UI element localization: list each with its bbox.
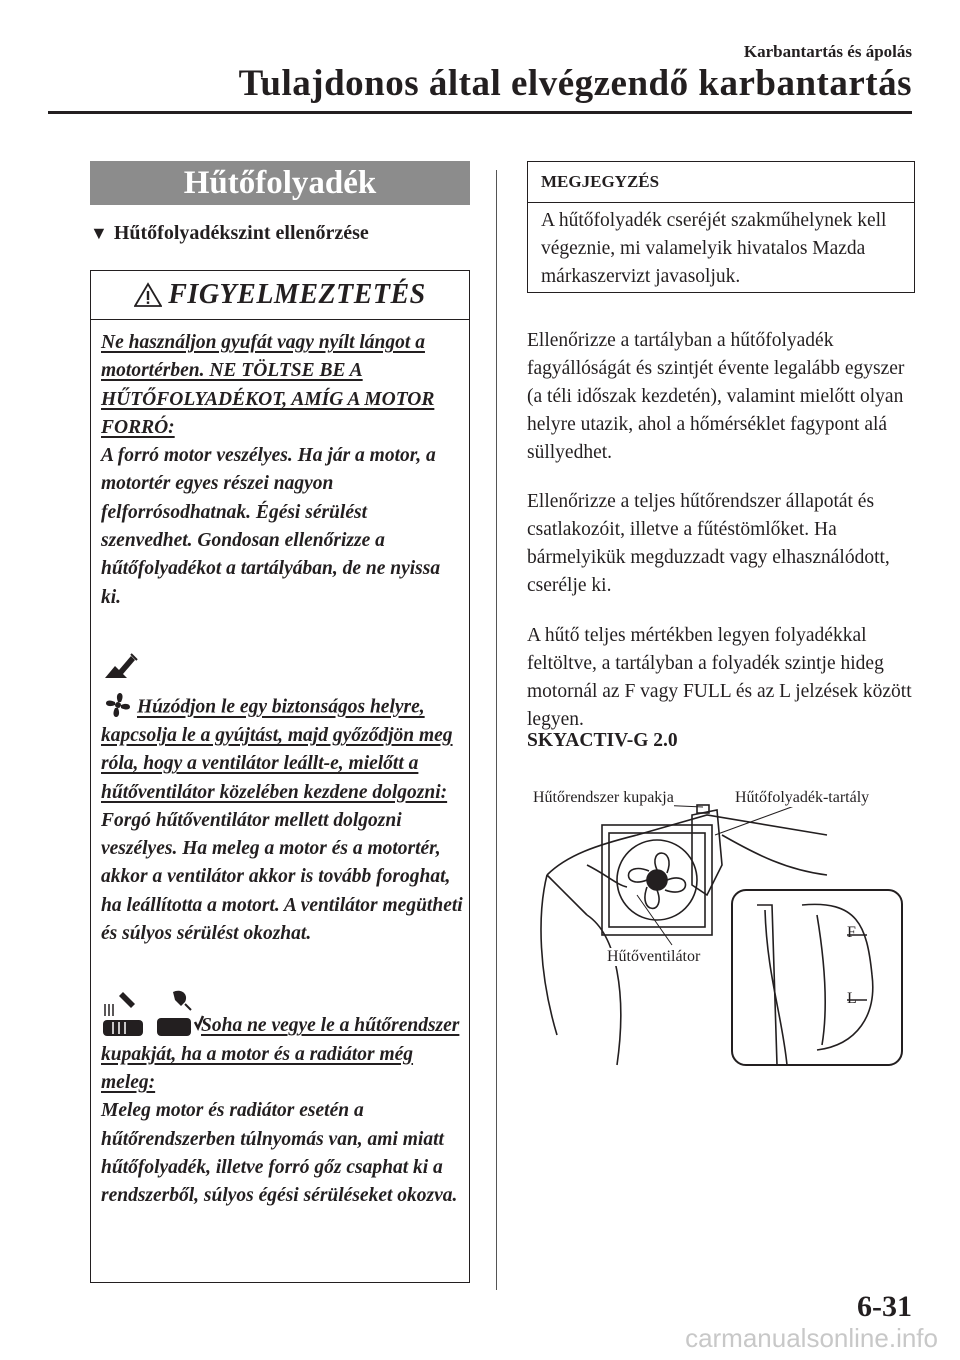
body-paragraph-3 — [527, 622, 915, 734]
body-p1-text: Ellenőrizze a tartályban a hűtőfolyadék fagyállóságát és szintjét évente legalább egyszer (a téli időszak kezdetén), valamint mielőtt olyan helyre utazik, ahol a hőmérséklet fagypont alá süllyedhet. — [527, 330, 905, 463]
engine-bay-illustration — [527, 775, 917, 1075]
subheading — [90, 222, 369, 245]
fan-icon — [101, 688, 135, 722]
label-coolant-tank: Hűtőfolyadék-tartály — [735, 789, 870, 806]
warning-2-heading: Húzódjon le egy biztonságos helyre, kapcsolja le a gyújtást, majd győződjön meg róla, hogy a ventilátor leállt-e, mielőtt a hűtőventilátor közelében kezdene dolgozni: — [101, 696, 453, 803]
section-title: Hűtőfolyadék — [90, 161, 470, 205]
subheading-text: Hűtőfolyadékszint ellenőrzése — [113, 222, 369, 244]
level-mark-f: F — [847, 924, 856, 941]
warning-3-heading: Soha ne vegye le a hűtőrendszer kupakját, ha a motor és a radiátor még meleg: — [101, 1015, 460, 1093]
warning-2-text: Forgó hűtőventilátor mellett dolgozni veszélyes. Ha meleg a motor és a motortér, akkor a ventilátor akkor is tovább foroghat, ha leállította a motort. A ventilátor megütheti és súlyos sérülést okozhat. — [101, 809, 463, 945]
warning-title: FIGYELMEZTETÉS — [168, 279, 426, 310]
note-box — [527, 161, 915, 293]
warning-1-heading: Ne használjon gyufát vagy nyílt lángot a motortérben. NE TÖLTSE BE A HŰTŐFOLYADÉKOT, AMÍG A MOTOR FORRÓ: — [101, 332, 435, 438]
warning-triangle-icon — [134, 282, 162, 308]
coolant-cap-icon — [155, 988, 205, 1038]
header-rule — [48, 111, 912, 114]
page-number: 6-31 — [857, 1290, 912, 1323]
body-paragraph-1 — [527, 327, 915, 467]
level-mark-l: L — [847, 990, 857, 1007]
note-title: MEGJEGYZÉS — [528, 162, 914, 203]
body-p2-text: Ellenőrizze a teljes hűtőrendszer állapotát és csatlakozóit, illetve a fűtéstömlőket. Ha bármelyikük megduzzadt vagy elhasználódott, cserélje ki. — [527, 491, 890, 596]
column-divider — [496, 170, 497, 1290]
hand-no-touch-icon — [101, 652, 139, 682]
engine-bay-figure — [527, 775, 917, 1075]
label-cooling-fan: Hűtőventilátor — [607, 948, 701, 965]
fan-icons — [101, 652, 463, 682]
chapter-label: Karbantartás és ápolás — [743, 42, 912, 61]
radiator-hot-icon — [101, 990, 145, 1038]
label-radiator-cap: Hűtőrendszer kupakja — [533, 789, 674, 806]
triangle-down-icon: ▼ — [90, 223, 108, 243]
warning-box — [90, 270, 470, 1283]
warning-title-bar — [91, 271, 469, 320]
note-text: A hűtőfolyadék cseréjét szakműhelynek kell végeznie, mi valamelyik hivatalos Mazda márkaszervizt javasoljuk. — [541, 210, 887, 287]
warning-body — [101, 329, 463, 1210]
warning-3-text: Meleg motor és radiátor esetén a hűtőrendszerben túlnyomás van, ami miatt hűtőfolyadék, illetve forró gőz csaphat ki a rendszerből, súlyos égési sérüléseket okozva. — [101, 1100, 458, 1207]
engine-label: SKYACTIV-G 2.0 — [527, 730, 678, 751]
body-p3-text: A hűtő teljes mértékben legyen folyadékkal feltöltve, a tartályban a folyadék szintje hideg motornál az F vagy FULL és az L jelzések között legyen. — [527, 625, 912, 730]
body-paragraph-2 — [527, 488, 915, 600]
watermark: carmanualsonline.info — [685, 1323, 938, 1353]
page-title: Tulajdonos által elvégzendő karbantartás — [238, 63, 912, 104]
warning-1-text: A forró motor veszélyes. Ha jár a motor, a motortér egyes részei nagyon felforrósodhatnak. Égési sérülést szenvedhet. Gondosan ellenőrizze a hűtőfolyadékot a tartályában, de ne nyissa ki. — [101, 445, 441, 608]
